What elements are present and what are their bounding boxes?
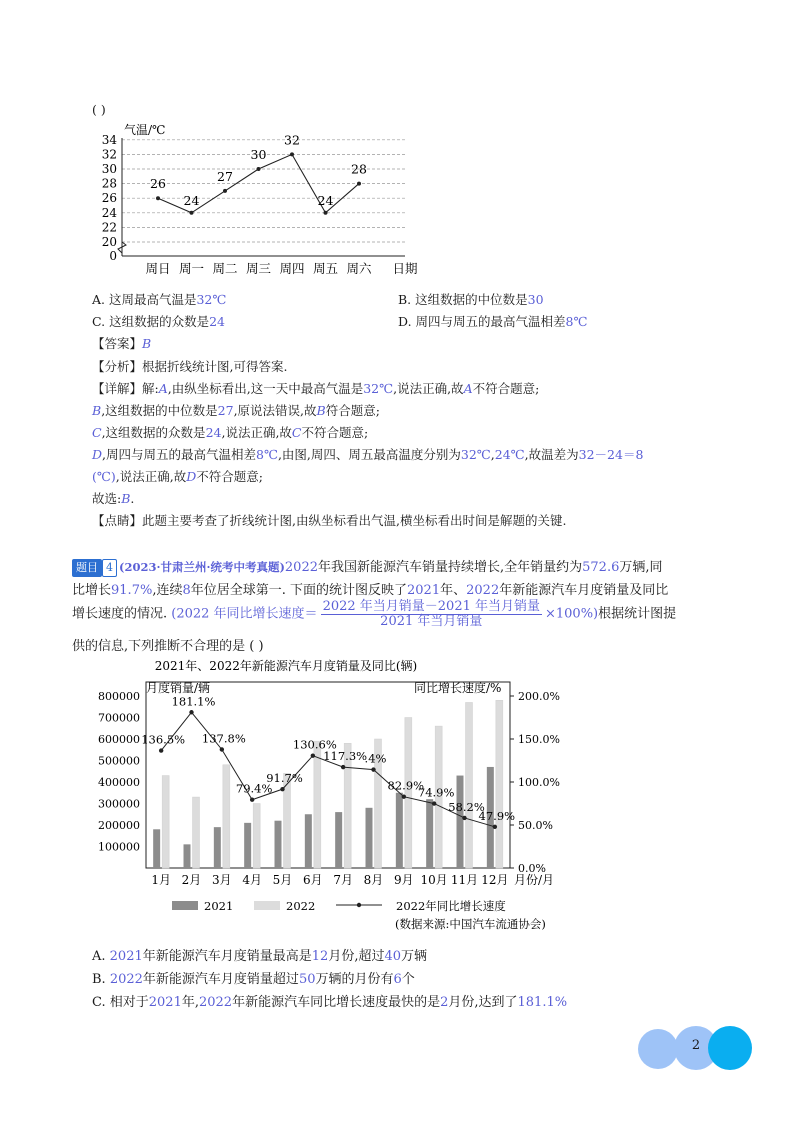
x-tick-label: 6月 xyxy=(303,873,323,887)
growth-label: 74.9% xyxy=(417,785,455,800)
question-source: (2023·甘肃兰州·统考中考真题) xyxy=(119,560,285,574)
y-tick-label: 600000 xyxy=(98,733,140,746)
bar-2022 xyxy=(314,741,321,868)
growth-label: 79.4% xyxy=(235,781,273,796)
question-number: 4 xyxy=(102,559,117,577)
bar-2021 xyxy=(335,812,342,868)
bar-2021 xyxy=(153,829,160,868)
data-label: 32 xyxy=(284,132,300,148)
option-d[interactable]: D. 周四与周五的最高气温相差8℃ xyxy=(398,314,588,329)
bar-2021 xyxy=(214,827,221,868)
y-tick-label: 30 xyxy=(101,162,117,176)
y-tick-label: 300000 xyxy=(98,797,140,811)
y-tick-label: 700000 xyxy=(98,711,140,725)
legend-label-2022: 2022 xyxy=(286,899,316,913)
data-label: 28 xyxy=(351,161,367,177)
bar-2021 xyxy=(366,808,373,868)
growth-point xyxy=(280,787,284,791)
legend-line-dot xyxy=(357,903,361,907)
detail-line-5: (℃),说法正确,故D不符合题意; xyxy=(92,469,263,484)
legend-label-2021: 2021 xyxy=(204,899,234,913)
question-4-line-4: 供的信息,下列推断不合理的是 ( ) xyxy=(72,639,264,654)
legend-label-growth: 2022年同比增长速度 xyxy=(396,899,506,913)
x-tick-label: 10月 xyxy=(420,873,448,887)
y-axis-label: 月度销量/辆 xyxy=(146,681,211,695)
bar-2021 xyxy=(457,776,464,868)
bar-2021 xyxy=(396,793,403,868)
temperature-line-chart xyxy=(80,118,440,278)
bar-2022 xyxy=(496,700,503,868)
bar-2021 xyxy=(275,821,282,868)
page-number: 2 xyxy=(691,1038,701,1053)
plot-frame xyxy=(146,682,510,868)
growth-label: 82.9% xyxy=(387,778,425,793)
y-tick-label: 20 xyxy=(101,235,117,249)
growth-point xyxy=(189,710,193,714)
bar-2022 xyxy=(162,776,169,868)
growth-label: 136.5% xyxy=(141,732,186,747)
data-point xyxy=(190,211,194,215)
growth-point xyxy=(462,816,466,820)
question-4-line-3: 增长速度的情况. (2022 年同比增长速度＝ $\frac{\text{2022 年当月销量－2021 年当月销量}}{\text{2021 年当月销量}}$ ×100%)根据统计图提 xyxy=(72,599,677,629)
comment-line: 【点睛】此题主要考查了折线统计图,由纵坐标看出气温,横坐标看出时间是解题的关键. xyxy=(92,513,567,528)
growth-point xyxy=(402,795,406,799)
y-tick-label: 500000 xyxy=(98,754,140,768)
analysis-line: 【分析】根据折线统计图,可得答案. xyxy=(92,359,288,374)
growth-label: 58.2% xyxy=(448,799,485,814)
y-tick-label: 28 xyxy=(101,176,117,191)
growth-label: 117.3% xyxy=(323,749,368,764)
legend-swatch-2021 xyxy=(172,901,198,910)
y-tick-label: 400000 xyxy=(98,776,140,789)
x-tick-label: 周四 xyxy=(279,261,305,276)
detail-line-1: 【详解】解:A,由纵坐标看出,这一天中最高气温是32℃,说法正确,故A不符合题意; xyxy=(92,381,540,396)
data-label: 27 xyxy=(217,168,233,184)
answer-paren: ( ) xyxy=(92,102,106,117)
y2-tick-label: 150.0% xyxy=(518,733,560,746)
y-axis-label: 气温/℃ xyxy=(124,123,166,137)
data-point xyxy=(156,196,160,200)
bar-2022 xyxy=(193,797,200,868)
data-label: 24 xyxy=(183,192,200,208)
x-tick-label: 周三 xyxy=(245,261,272,276)
y2-tick-label: 200.0% xyxy=(518,690,560,703)
bar-2022 xyxy=(466,702,473,868)
option-b[interactable]: B. 这组数据的中位数是30 xyxy=(398,292,544,307)
data-source: (数据来源:中国汽车流通协会) xyxy=(395,917,546,931)
bar-2021 xyxy=(426,799,433,868)
growth-line xyxy=(161,712,495,827)
x-tick-label: 1月 xyxy=(151,873,171,887)
x-tick-label: 周日 xyxy=(145,261,171,276)
data-label: 30 xyxy=(250,147,267,162)
growth-point xyxy=(493,825,497,829)
page-circle-left xyxy=(638,1029,678,1069)
x-tick-label: 9月 xyxy=(394,873,414,887)
legend-swatch-2022 xyxy=(254,901,280,910)
x-tick-label: 7月 xyxy=(333,873,353,887)
x-tick-label: 12月 xyxy=(481,873,509,887)
x-axis-label: 日期 xyxy=(392,261,418,276)
y-tick-label: 32 xyxy=(101,147,117,162)
question-4-line-1: 题目 4 (2023·甘肃兰州·统考中考真题)2022年我国新能源汽车销量持续增长,全年销量约为572.6万辆,同 xyxy=(72,559,663,577)
data-point xyxy=(223,189,227,193)
y-tick-label: 24 xyxy=(101,205,117,220)
x-tick-label: 3月 xyxy=(212,873,232,887)
y-tick-label: 200000 xyxy=(98,819,140,832)
data-point xyxy=(257,167,261,171)
growth-point xyxy=(250,798,254,802)
data-label: 24 xyxy=(317,192,334,208)
option-c[interactable]: C. 这组数据的众数是24 xyxy=(92,314,225,329)
y2-axis-label: 同比增长速度/% xyxy=(414,681,502,695)
y-tick-label: 34 xyxy=(101,132,117,147)
nev-sales-chart xyxy=(96,656,596,946)
growth-label: 137.8% xyxy=(201,731,246,746)
x-tick-label: 2月 xyxy=(181,873,202,887)
growth-label: 130.6% xyxy=(292,737,337,752)
answer-line: 【答案】B xyxy=(92,336,152,351)
x-tick-label: 周一 xyxy=(178,261,205,276)
growth-point xyxy=(220,747,224,751)
growth-label: 91.7% xyxy=(266,771,303,786)
q4-option-a[interactable]: A. 2021年新能源汽车月度销量最高是12月份,超过40万辆 xyxy=(92,949,428,964)
x-tick-label: 周二 xyxy=(212,261,238,276)
question-badge: 题目 xyxy=(72,559,102,577)
growth-point xyxy=(311,753,315,757)
x-tick-label: 周六 xyxy=(346,261,372,276)
x-tick-label: 11月 xyxy=(450,873,479,887)
bar-2021 xyxy=(305,814,312,868)
y2-tick-label: 100.0% xyxy=(518,776,560,789)
detail-line-4: D,周四与周五的最高气温相差8℃,由图,周四、周五最高温度分别为32℃,24℃,故温差为32－24＝8 xyxy=(92,447,644,462)
x-tick-label: 周五 xyxy=(312,261,339,276)
growth-label: 181.1% xyxy=(171,694,216,709)
bar-2022 xyxy=(405,718,412,869)
x-axis-label: 月份/月 xyxy=(514,873,555,887)
x-tick-label: 5月 xyxy=(272,873,293,887)
x-tick-label: 8月 xyxy=(363,873,384,887)
y-tick-label: 22 xyxy=(101,220,117,235)
growth-point xyxy=(371,767,375,771)
q4-option-b[interactable]: B. 2022年新能源汽车月度销量超过50万辆的月份有6个 xyxy=(92,972,415,987)
option-a[interactable]: A. 这周最高气温是32℃ xyxy=(92,292,227,307)
detail-line-3: C,这组数据的众数是24,说法正确,故C不符合题意; xyxy=(92,425,369,440)
bar-2022 xyxy=(223,765,230,868)
data-label: 26 xyxy=(150,176,166,192)
page-circle-right xyxy=(708,1026,752,1070)
growth-point xyxy=(341,765,345,769)
bar-2021 xyxy=(184,844,191,868)
y2-tick-label: 0.0% xyxy=(518,862,546,875)
y-tick-label: 0 xyxy=(109,249,117,263)
data-point xyxy=(324,211,328,215)
data-point xyxy=(357,182,361,186)
y-tick-label: 800000 xyxy=(98,690,140,703)
growth-formula-fraction: $\frac{\text{2022 年当月销量－2021 年当月销量}}{\text{2021 年当月销量}}$ xyxy=(322,599,540,629)
growth-label: .4% xyxy=(364,751,387,766)
growth-point xyxy=(432,801,436,805)
y-tick-label: 26 xyxy=(101,191,117,206)
growth-point xyxy=(159,748,163,752)
x-tick-label: 4月 xyxy=(242,873,262,887)
data-point xyxy=(290,152,294,156)
y2-tick-label: 50.0% xyxy=(518,819,553,832)
detail-line-6: 故选:B. xyxy=(92,491,135,506)
growth-label: 47.9% xyxy=(478,808,516,823)
detail-line-2: B,这组数据的中位数是27,原说法错误,故B符合题意; xyxy=(92,403,380,418)
chart-title: 2021年、2022年新能源汽车月度销量及同比(辆) xyxy=(154,659,418,673)
bar-2022 xyxy=(253,804,260,869)
question-4-line-2: 比增长91.7%,连续8年位居全球第一. 下面的统计图反映了2021年、2022年新能源汽车月度销量及同比 xyxy=(72,583,669,598)
bar-2021 xyxy=(244,823,251,868)
y-tick-label: 100000 xyxy=(98,840,140,854)
q4-option-c[interactable]: C. 相对于2021年,2022年新能源汽车同比增长速度最快的是2月份,达到了181.1% xyxy=(92,995,568,1010)
